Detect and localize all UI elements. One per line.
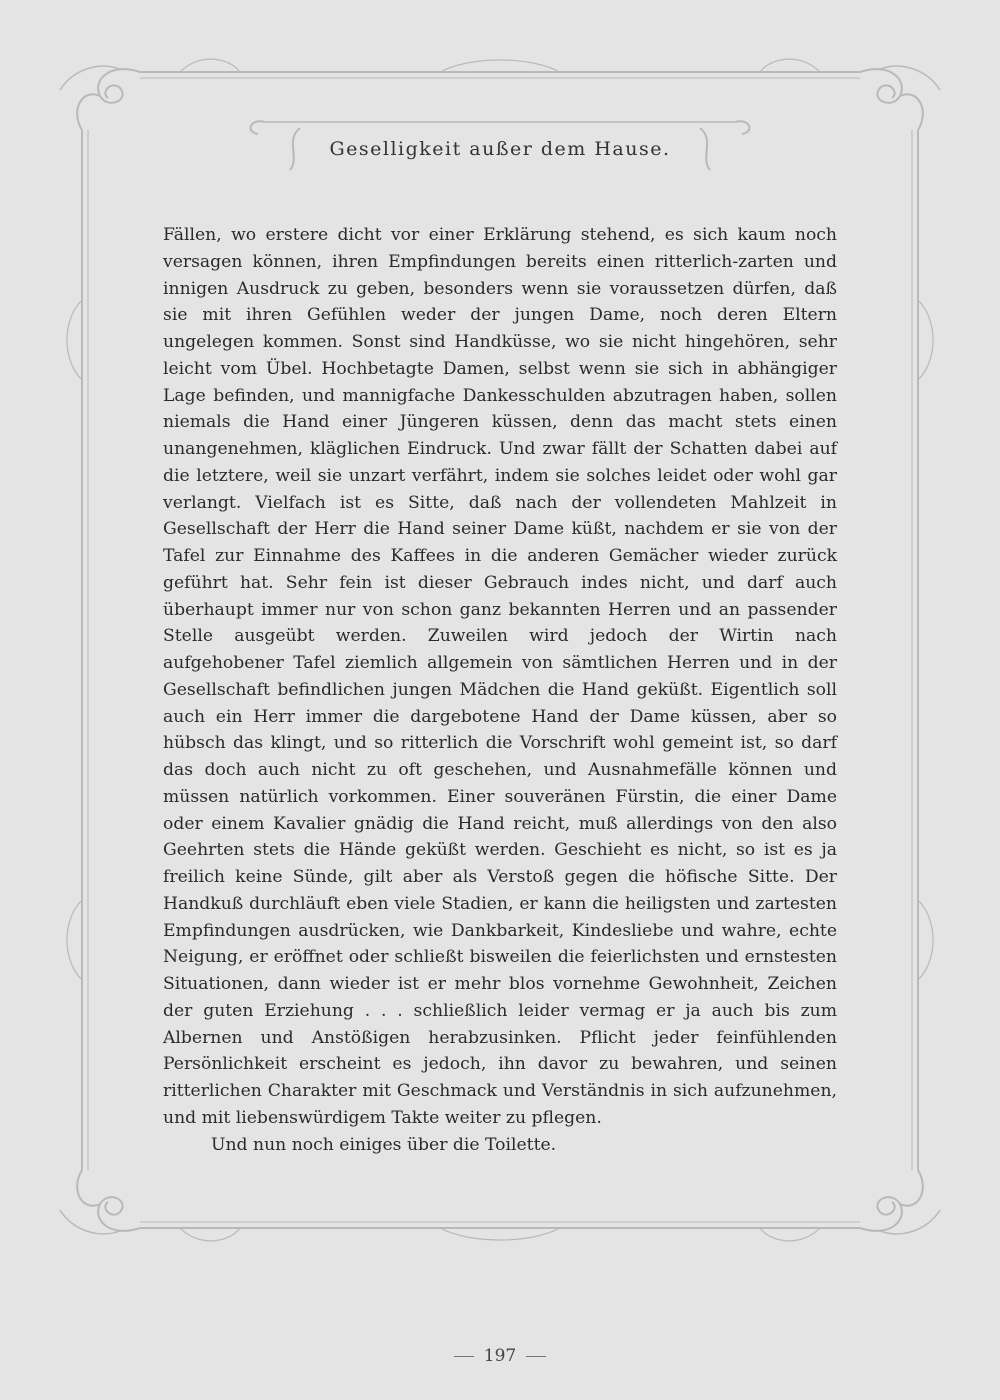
- page-number: [400, 1346, 600, 1366]
- page-number-right-dash: [526, 1356, 546, 1357]
- body-text: [163, 222, 837, 1158]
- page-number-left-dash: [454, 1356, 474, 1357]
- closing-paragraph: Und nun noch einiges über die Toilette.: [211, 1134, 557, 1155]
- running-header-title: Geselligkeit außer dem Hause.: [329, 138, 671, 160]
- main-paragraph: Fällen, wo erstere dicht vor einer Erklärung stehend, es sich kaum noch versagen können, ihren Empfindungen bereits einen ritterlich-zarten und innigen Ausdruck zu geben, besonders wenn sie voraussetzen dürfen, daß sie mit ihren Gefühlen weder der jungen Dame, noch deren Eltern ungelegen kommen. Sonst sind Handküsse, wo sie nicht hingehören, sehr leicht vom Übel. Hochbetagte Damen, selbst wenn sie sich in abhängiger Lage befinden, und mannigfache Dankesschulden abzutragen haben, sollen niemals die Hand einer Jüngeren küssen, denn das macht stets einen unangenehmen, kläglichen Eindruck. Und zwar fällt der Schatten dabei auf die letztere, weil sie unzart verfährt, indem sie solches leidet oder wohl gar verlangt. Vielfach ist es Sitte, daß nach der vollendeten Mahlzeit in Gesellschaft der Herr die Hand seiner Dame küßt, nachdem er sie von der Tafel zur Einnahme des Kaffees in die anderen Gemächer wieder zurück geführt hat. Sehr fein ist dieser Gebrauch indes nicht, und darf auch überhaupt immer nur von schon ganz bekannten Herren und an passender Stelle ausgeübt werden. Zuweilen wird jedoch der Wirtin nach aufgehobener Tafel ziemlich allgemein von sämtlichen Herren und in der Gesellschaft befindlichen jungen Mädchen die Hand geküßt. Eigentlich soll auch ein Herr immer die dargebotene Hand der Dame küssen, aber so hübsch das klingt, und so ritterlich die Vorschrift wohl gemeint ist, so darf das doch auch nicht zu oft geschehen, und Ausnahmefälle können und müssen natürlich vorkommen. Einer souveränen Fürstin, die einer Dame oder einem Kavalier gnädig die Hand reicht, muß allerdings von den also Geehrten stets die Hände geküßt werden. Geschieht es nicht, so ist es ja freilich keine Sünde, gilt aber als Verstoß gegen die höfische Sitte. Der Handkuß durchläuft eben viele Stadien, er kann die heiligsten und zartesten Empfindungen ausdrücken, wie Dankbarkeit, Kindesliebe und wahre, echte Neigung, er eröffnet oder schließt bisweilen die feierlichsten und ernstesten Situationen, dann wieder ist er mehr blos vornehme Gewohnheit, Zeichen der guten Erziehung . . . schließlich leider vermag er ja auch bis zum Albernen und Anstößigen herabzusinken. Pflicht jeder feinfühlenden Persönlichkeit erscheint es jedoch, ihn davor zu bewahren, und seinen ritterlichen Charakter mit Geschmack und Verständnis in sich aufzunehmen, und mit liebenswürdigem Takte weiter zu pflegen.: [163, 225, 837, 1128]
- page-number-value: 197: [483, 1346, 517, 1366]
